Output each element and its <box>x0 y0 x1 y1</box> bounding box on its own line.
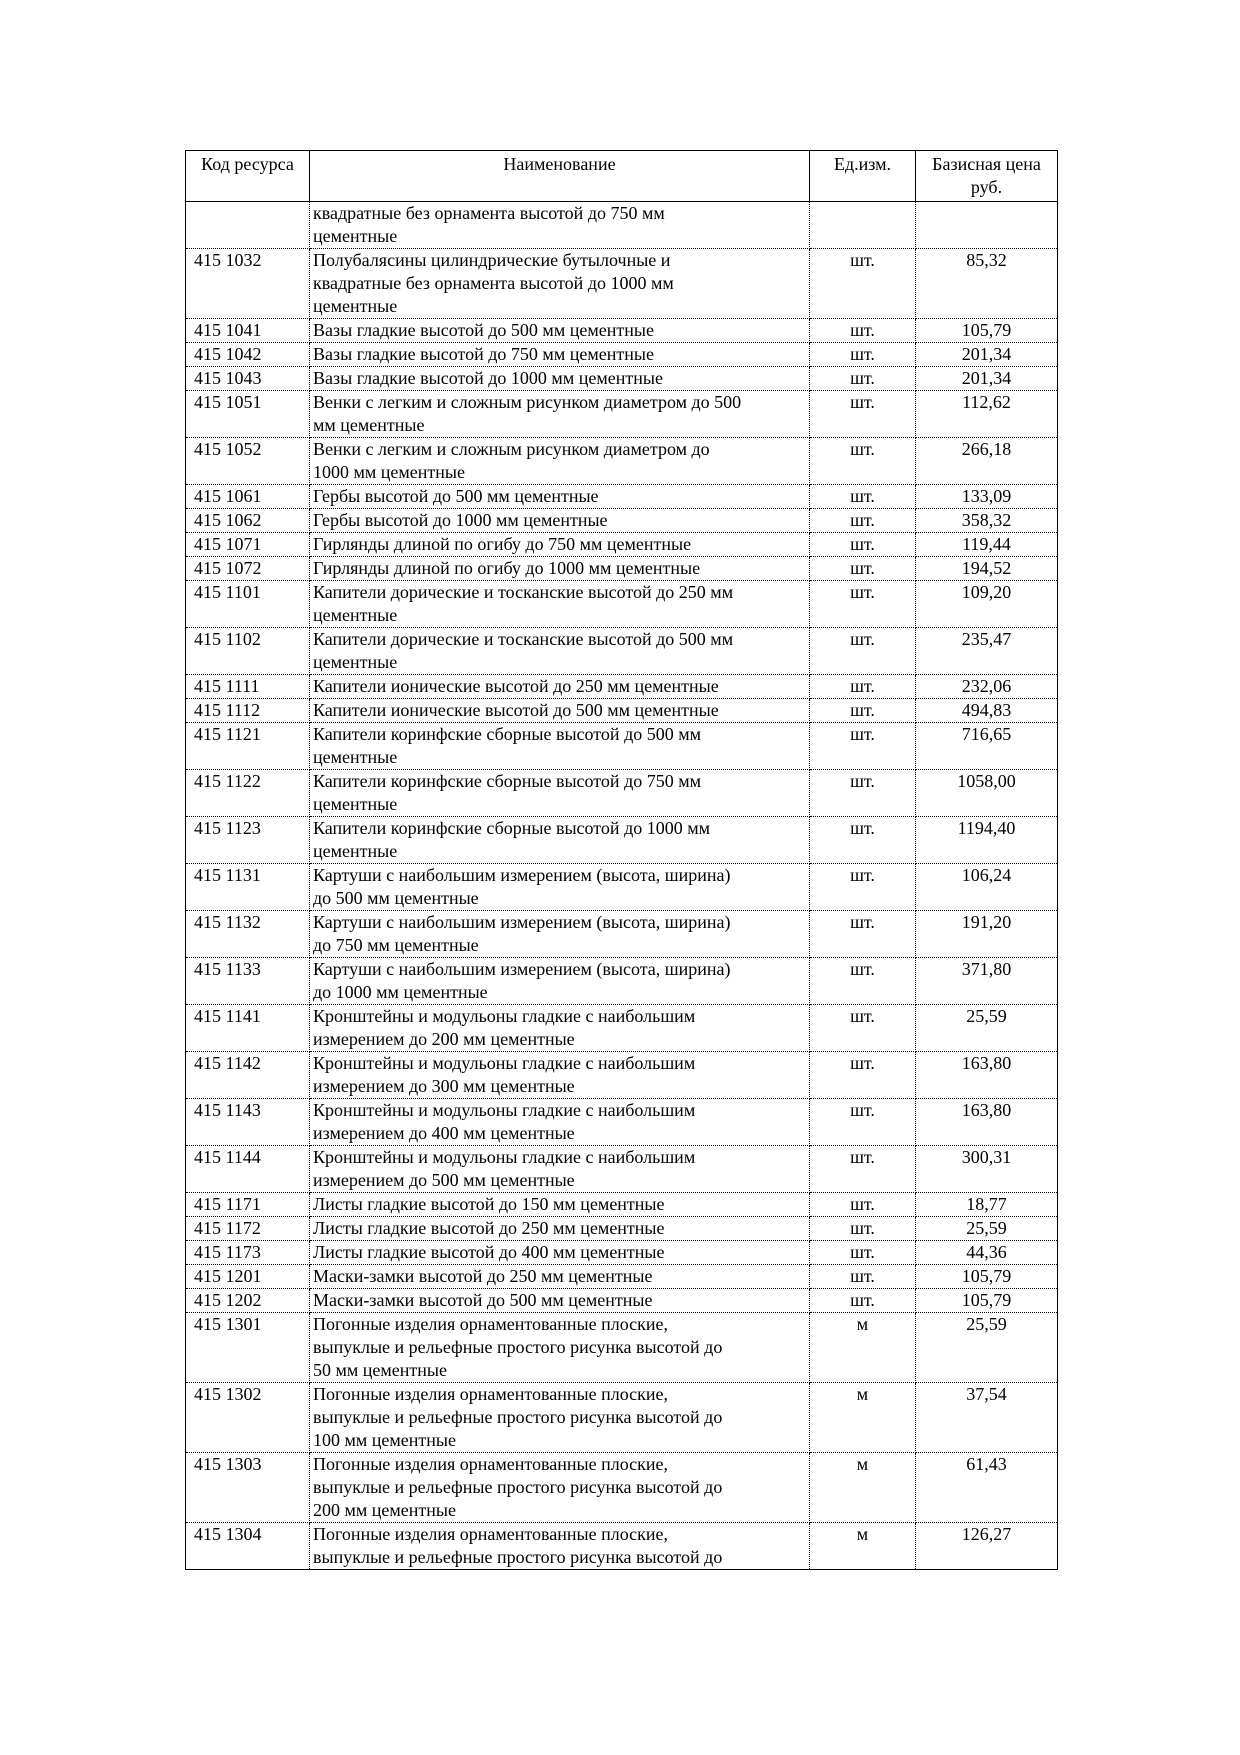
item-name-cell: Листы гладкие высотой до 150 мм цементные <box>310 1193 810 1217</box>
unit-cell: м <box>810 1523 916 1570</box>
resource-code-cell <box>186 202 310 249</box>
resource-code-cell: 415 1302 <box>186 1383 310 1453</box>
resource-code-cell: 415 1301 <box>186 1313 310 1383</box>
table-row <box>186 911 1058 958</box>
item-name-cell: Картуши с наибольшим измерением (высота, ширина) до 750 мм цементные <box>310 911 810 958</box>
base-price-cell: 105,79 <box>916 1265 1058 1289</box>
resource-code-cell: 415 1111 <box>186 675 310 699</box>
base-price-cell: 232,06 <box>916 675 1058 699</box>
unit-cell <box>810 202 916 249</box>
base-price-cell: 25,59 <box>916 1217 1058 1241</box>
resource-code-cell: 415 1202 <box>186 1289 310 1313</box>
item-name-cell: Гербы высотой до 500 мм цементные <box>310 485 810 509</box>
unit-cell: шт. <box>810 319 916 343</box>
item-name-cell: Гирлянды длиной по огибу до 1000 мм цементные <box>310 557 810 581</box>
resource-code-cell: 415 1304 <box>186 1523 310 1570</box>
unit-cell: шт. <box>810 438 916 485</box>
item-name-cell: Картуши с наибольшим измерением (высота, ширина) до 1000 мм цементные <box>310 958 810 1005</box>
resource-code-cell: 415 1101 <box>186 581 310 628</box>
base-price-cell: 44,36 <box>916 1241 1058 1265</box>
resource-code-cell: 415 1144 <box>186 1146 310 1193</box>
base-price-cell: 235,47 <box>916 628 1058 675</box>
item-name-cell: Капители коринфские сборные высотой до 750 мм цементные <box>310 770 810 817</box>
unit-cell: шт. <box>810 391 916 438</box>
resource-code-cell: 415 1052 <box>186 438 310 485</box>
unit-cell: шт. <box>810 699 916 723</box>
header-unit: Ед.изм. <box>810 151 916 202</box>
unit-cell: шт. <box>810 1146 916 1193</box>
table-row <box>186 1313 1058 1383</box>
table-row <box>186 1217 1058 1241</box>
unit-cell: шт. <box>810 770 916 817</box>
item-name-cell: Венки с легким и сложным рисунком диаметром до 500 мм цементные <box>310 391 810 438</box>
header-price: Базисная цена руб. <box>916 151 1058 202</box>
item-name-cell: Кронштейны и модульоны гладкие с наибольшим измерением до 300 мм цементные <box>310 1052 810 1099</box>
table-row <box>186 438 1058 485</box>
item-name-cell: Кронштейны и модульоны гладкие с наибольшим измерением до 200 мм цементные <box>310 1005 810 1052</box>
item-name-cell: Гирлянды длиной по огибу до 750 мм цементные <box>310 533 810 557</box>
table-row <box>186 699 1058 723</box>
item-name-cell: Вазы гладкие высотой до 1000 мм цементные <box>310 367 810 391</box>
base-price-cell: 25,59 <box>916 1005 1058 1052</box>
item-name-cell: Вазы гладкие высотой до 500 мм цементные <box>310 319 810 343</box>
item-name-cell: Капители дорические и тосканские высотой до 250 мм цементные <box>310 581 810 628</box>
table-row <box>186 770 1058 817</box>
table-row <box>186 1193 1058 1217</box>
base-price-cell: 85,32 <box>916 249 1058 319</box>
item-name-cell: Капители ионические высотой до 250 мм цементные <box>310 675 810 699</box>
item-name-cell: Кронштейны и модульоны гладкие с наибольшим измерением до 400 мм цементные <box>310 1099 810 1146</box>
table-row <box>186 723 1058 770</box>
resource-code-cell: 415 1201 <box>186 1265 310 1289</box>
table-row <box>186 1005 1058 1052</box>
item-name-cell: Маски-замки высотой до 250 мм цементные <box>310 1265 810 1289</box>
item-name-cell: Капители коринфские сборные высотой до 1000 мм цементные <box>310 817 810 864</box>
base-price-cell: 191,20 <box>916 911 1058 958</box>
unit-cell: шт. <box>810 1193 916 1217</box>
resource-code-cell: 415 1072 <box>186 557 310 581</box>
base-price-cell: 126,27 <box>916 1523 1058 1570</box>
table-row <box>186 675 1058 699</box>
resource-code-cell: 415 1172 <box>186 1217 310 1241</box>
base-price-cell: 105,79 <box>916 1289 1058 1313</box>
unit-cell: шт. <box>810 1289 916 1313</box>
resource-code-cell: 415 1043 <box>186 367 310 391</box>
item-name-cell: Листы гладкие высотой до 250 мм цементные <box>310 1217 810 1241</box>
base-price-cell: 1058,00 <box>916 770 1058 817</box>
unit-cell: шт. <box>810 911 916 958</box>
resource-code-cell: 415 1042 <box>186 343 310 367</box>
item-name-cell: Погонные изделия орнаментованные плоские, выпуклые и рельефные простого рисунка высотой до 200 мм цементные <box>310 1453 810 1523</box>
base-price-cell: 194,52 <box>916 557 1058 581</box>
unit-cell: м <box>810 1383 916 1453</box>
unit-cell: шт. <box>810 1241 916 1265</box>
base-price-cell: 300,31 <box>916 1146 1058 1193</box>
table-row <box>186 1523 1058 1570</box>
resource-code-cell: 415 1102 <box>186 628 310 675</box>
unit-cell: шт. <box>810 1052 916 1099</box>
base-price-cell: 371,80 <box>916 958 1058 1005</box>
item-name-cell: Полубалясины цилиндрические бутылочные и квадратные без орнамента высотой до 1000 мм цементные <box>310 249 810 319</box>
resource-code-cell: 415 1141 <box>186 1005 310 1052</box>
item-name-cell: Погонные изделия орнаментованные плоские, выпуклые и рельефные простого рисунка высотой до <box>310 1523 810 1570</box>
table-body <box>186 202 1058 1570</box>
resource-price-table <box>185 150 1058 1570</box>
unit-cell: шт. <box>810 1265 916 1289</box>
unit-cell: шт. <box>810 533 916 557</box>
table-row <box>186 1241 1058 1265</box>
unit-cell: шт. <box>810 1099 916 1146</box>
base-price-cell: 109,20 <box>916 581 1058 628</box>
resource-code-cell: 415 1062 <box>186 509 310 533</box>
resource-code-cell: 415 1173 <box>186 1241 310 1265</box>
base-price-cell: 1194,40 <box>916 817 1058 864</box>
base-price-cell: 133,09 <box>916 485 1058 509</box>
resource-code-cell: 415 1142 <box>186 1052 310 1099</box>
unit-cell: шт. <box>810 628 916 675</box>
resource-code-cell: 415 1133 <box>186 958 310 1005</box>
resource-code-cell: 415 1112 <box>186 699 310 723</box>
table-row <box>186 958 1058 1005</box>
table-row <box>186 533 1058 557</box>
unit-cell: м <box>810 1453 916 1523</box>
base-price-cell: 358,32 <box>916 509 1058 533</box>
base-price-cell <box>916 202 1058 249</box>
unit-cell: шт. <box>810 817 916 864</box>
table-row <box>186 343 1058 367</box>
resource-code-cell: 415 1132 <box>186 911 310 958</box>
unit-cell: шт. <box>810 1217 916 1241</box>
base-price-cell: 61,43 <box>916 1453 1058 1523</box>
table-row <box>186 1146 1058 1193</box>
unit-cell: шт. <box>810 485 916 509</box>
table-row <box>186 367 1058 391</box>
unit-cell: шт. <box>810 557 916 581</box>
resource-code-cell: 415 1123 <box>186 817 310 864</box>
table-row <box>186 202 1058 249</box>
header-code: Код ресурса <box>186 151 310 202</box>
table-row <box>186 1265 1058 1289</box>
table-header-row <box>186 151 1058 202</box>
table-row <box>186 509 1058 533</box>
unit-cell: шт. <box>810 581 916 628</box>
unit-cell: шт. <box>810 958 916 1005</box>
table-row <box>186 557 1058 581</box>
base-price-cell: 119,44 <box>916 533 1058 557</box>
base-price-cell: 37,54 <box>916 1383 1058 1453</box>
resource-code-cell: 415 1303 <box>186 1453 310 1523</box>
item-name-cell: Венки с легким и сложным рисунком диаметром до 1000 мм цементные <box>310 438 810 485</box>
base-price-cell: 201,34 <box>916 343 1058 367</box>
item-name-cell: Маски-замки высотой до 500 мм цементные <box>310 1289 810 1313</box>
item-name-cell: Гербы высотой до 1000 мм цементные <box>310 509 810 533</box>
unit-cell: шт. <box>810 367 916 391</box>
item-name-cell: Капители дорические и тосканские высотой до 500 мм цементные <box>310 628 810 675</box>
base-price-cell: 494,83 <box>916 699 1058 723</box>
item-name-cell: Погонные изделия орнаментованные плоские, выпуклые и рельефные простого рисунка высотой до 50 мм цементные <box>310 1313 810 1383</box>
item-name-cell: Капители ионические высотой до 500 мм цементные <box>310 699 810 723</box>
unit-cell: шт. <box>810 675 916 699</box>
base-price-cell: 106,24 <box>916 864 1058 911</box>
table-row <box>186 391 1058 438</box>
base-price-cell: 716,65 <box>916 723 1058 770</box>
table-row <box>186 581 1058 628</box>
resource-code-cell: 415 1143 <box>186 1099 310 1146</box>
base-price-cell: 105,79 <box>916 319 1058 343</box>
resource-code-cell: 415 1131 <box>186 864 310 911</box>
resource-code-cell: 415 1051 <box>186 391 310 438</box>
table-row <box>186 485 1058 509</box>
base-price-cell: 25,59 <box>916 1313 1058 1383</box>
item-name-cell: квадратные без орнамента высотой до 750 мм цементные <box>310 202 810 249</box>
base-price-cell: 266,18 <box>916 438 1058 485</box>
table-row <box>186 319 1058 343</box>
item-name-cell: Погонные изделия орнаментованные плоские, выпуклые и рельефные простого рисунка высотой до 100 мм цементные <box>310 1383 810 1453</box>
resource-code-cell: 415 1121 <box>186 723 310 770</box>
table-row <box>186 1453 1058 1523</box>
unit-cell: шт. <box>810 343 916 367</box>
item-name-cell: Вазы гладкие высотой до 750 мм цементные <box>310 343 810 367</box>
resource-code-cell: 415 1041 <box>186 319 310 343</box>
resource-code-cell: 415 1071 <box>186 533 310 557</box>
resource-code-cell: 415 1122 <box>186 770 310 817</box>
table-row <box>186 628 1058 675</box>
base-price-cell: 112,62 <box>916 391 1058 438</box>
table-row <box>186 1099 1058 1146</box>
resource-code-cell: 415 1032 <box>186 249 310 319</box>
unit-cell: м <box>810 1313 916 1383</box>
unit-cell: шт. <box>810 509 916 533</box>
header-name: Наименование <box>310 151 810 202</box>
resource-code-cell: 415 1171 <box>186 1193 310 1217</box>
item-name-cell: Кронштейны и модульоны гладкие с наибольшим измерением до 500 мм цементные <box>310 1146 810 1193</box>
unit-cell: шт. <box>810 723 916 770</box>
unit-cell: шт. <box>810 864 916 911</box>
table-row <box>186 249 1058 319</box>
table-row <box>186 1052 1058 1099</box>
base-price-cell: 18,77 <box>916 1193 1058 1217</box>
table-row <box>186 1289 1058 1313</box>
table-row <box>186 864 1058 911</box>
base-price-cell: 201,34 <box>916 367 1058 391</box>
unit-cell: шт. <box>810 1005 916 1052</box>
resource-code-cell: 415 1061 <box>186 485 310 509</box>
table-row <box>186 1383 1058 1453</box>
base-price-cell: 163,80 <box>916 1052 1058 1099</box>
table-row <box>186 817 1058 864</box>
item-name-cell: Листы гладкие высотой до 400 мм цементные <box>310 1241 810 1265</box>
item-name-cell: Капители коринфские сборные высотой до 500 мм цементные <box>310 723 810 770</box>
unit-cell: шт. <box>810 249 916 319</box>
item-name-cell: Картуши с наибольшим измерением (высота, ширина) до 500 мм цементные <box>310 864 810 911</box>
base-price-cell: 163,80 <box>916 1099 1058 1146</box>
